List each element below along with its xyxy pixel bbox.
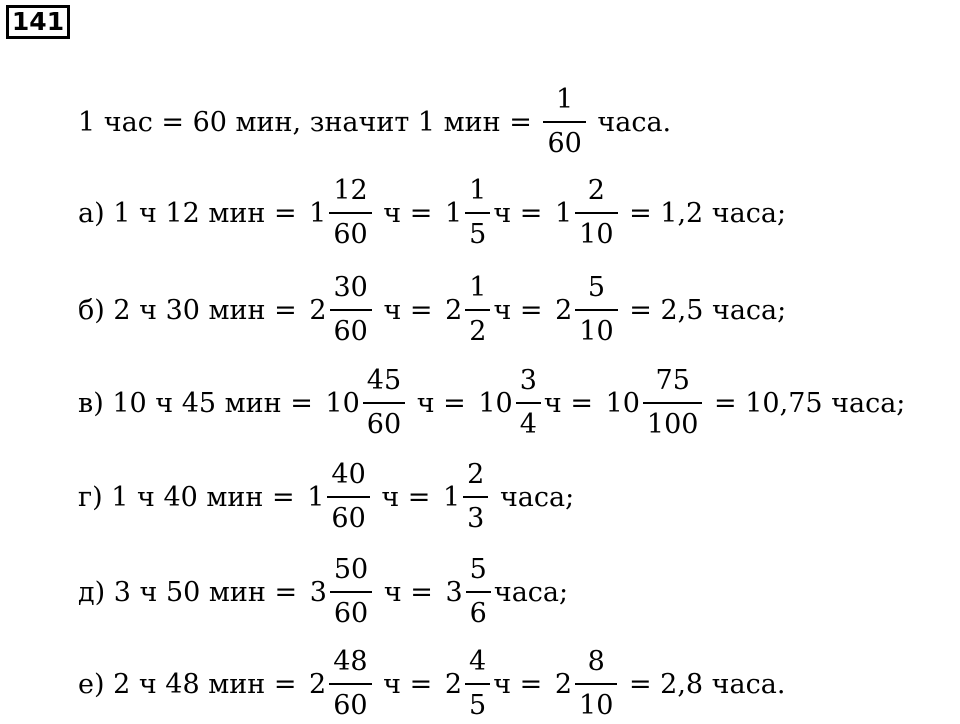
whole-part: 2 [555,294,573,326]
numerator: 2 [467,459,485,490]
equation-result: часа; [493,576,569,608]
numerator: 1 [469,272,487,303]
fraction [330,271,372,349]
equation-result: = 2,5 часа; [620,294,787,326]
numerator: 45 [366,365,402,396]
fraction-bar [516,402,541,404]
item-label: г) [78,481,103,513]
fraction [516,364,541,442]
whole-part: 10 [325,387,360,419]
denominator: 60 [547,128,582,159]
fraction [330,553,372,631]
item-label: в) [78,387,104,419]
equation-result: = 2,8 часа. [620,668,786,700]
fraction [463,458,488,536]
denominator: 100 [646,409,699,440]
denominator: 5 [469,690,487,721]
equation-text: ч = [493,668,551,700]
whole-part: 1 [307,481,325,513]
numerator: 5 [469,554,487,585]
item-lhs: 1 ч 40 мин = [111,481,304,513]
whole-part: 3 [309,576,327,608]
equation-text: ч = [543,387,602,419]
fraction-bar [575,309,617,311]
equation-text: ч = [374,197,441,229]
fraction-bar [329,212,371,214]
denominator: 3 [467,503,485,534]
whole-part: 10 [605,387,640,419]
whole-part: 10 [478,387,513,419]
intro-tail: часа. [588,106,672,138]
whole-part: 1 [442,481,461,513]
denominator: 6 [469,598,487,629]
equation-result: часа; [491,481,575,513]
solution-line [78,644,785,724]
intro-line [78,82,671,162]
equation-text: ч = [408,387,475,419]
denominator: 10 [579,690,614,721]
item-label: б) [78,294,105,326]
fraction-bar [575,683,617,685]
denominator: 60 [333,690,368,721]
denominator: 10 [579,316,614,347]
numerator: 75 [655,365,690,396]
equation-text: ч = [374,294,442,326]
fraction-bar [465,683,490,685]
whole-part: 2 [444,668,462,700]
fraction [329,645,371,723]
whole-part: 1 [309,197,327,229]
fraction-bar [330,591,372,593]
item-lhs: 2 ч 30 мин = [113,294,306,326]
denominator: 2 [469,316,487,347]
whole-part: 2 [309,668,327,700]
equation-text: ч = [493,294,552,326]
problem-number-badge: 141 [6,5,70,39]
numerator: 1 [469,175,487,206]
numerator: 1 [556,84,574,115]
whole-part: 3 [445,576,463,608]
fraction [327,458,369,536]
equation-text: ч = [374,668,441,700]
denominator: 60 [331,503,366,534]
fraction [575,271,617,349]
fraction-bar [466,591,491,593]
fraction-bar [543,121,585,123]
denominator: 60 [333,219,368,250]
equation-text: ч = [493,197,551,229]
fraction-bar [363,402,405,404]
item-label: а) [78,197,105,229]
numerator: 12 [333,175,368,206]
equation-text: ч = [372,481,439,513]
denominator: 5 [469,219,487,250]
numerator: 40 [331,459,366,490]
item-label: е) [78,668,105,700]
fraction-bar [329,683,371,685]
numerator: 5 [587,272,606,303]
item-lhs: 2 ч 48 мин = [113,668,306,700]
fraction [363,364,405,442]
fraction-bar [465,212,490,214]
numerator: 30 [333,272,368,303]
numerator: 4 [469,646,487,677]
solution-line [78,457,574,537]
fraction [643,364,703,442]
solution-line [78,363,905,443]
solution-line [78,270,786,350]
item-lhs: 3 ч 50 мин = [113,576,306,608]
solution-line [78,552,568,632]
whole-part: 2 [554,668,573,700]
numerator: 2 [587,175,605,206]
numerator: 8 [587,646,605,677]
fraction-bar [330,309,372,311]
whole-part: 2 [445,294,463,326]
denominator: 60 [333,598,369,629]
item-lhs: 10 ч 45 мин = [112,387,322,419]
denominator: 10 [579,219,614,250]
fraction [466,553,491,631]
fraction-bar [327,496,369,498]
fraction [575,174,617,252]
fraction-bar [463,496,488,498]
numerator: 50 [333,554,369,585]
fraction [575,645,617,723]
fraction [465,271,490,349]
fraction [329,174,371,252]
equation-result: = 1,2 часа; [620,197,787,229]
denominator: 4 [519,409,537,440]
denominator: 60 [366,409,402,440]
whole-part: 1 [554,197,573,229]
numerator: 48 [333,646,368,677]
numerator: 3 [519,365,537,396]
fraction-bar [643,402,703,404]
whole-part: 1 [444,197,463,229]
item-label: д) [78,576,106,608]
fraction [543,83,585,161]
equation-result: = 10,75 часа; [705,387,906,419]
fraction [465,645,490,723]
solution-line [78,173,786,253]
fraction-bar [465,309,490,311]
fraction-bar [575,212,617,214]
fraction [465,174,490,252]
whole-part: 2 [309,294,327,326]
equation-text: ч = [375,576,442,608]
item-lhs: 1 ч 12 мин = [113,197,306,229]
intro-text: 1 час = 60 мин, значит 1 мин = [78,106,541,138]
denominator: 60 [333,316,368,347]
